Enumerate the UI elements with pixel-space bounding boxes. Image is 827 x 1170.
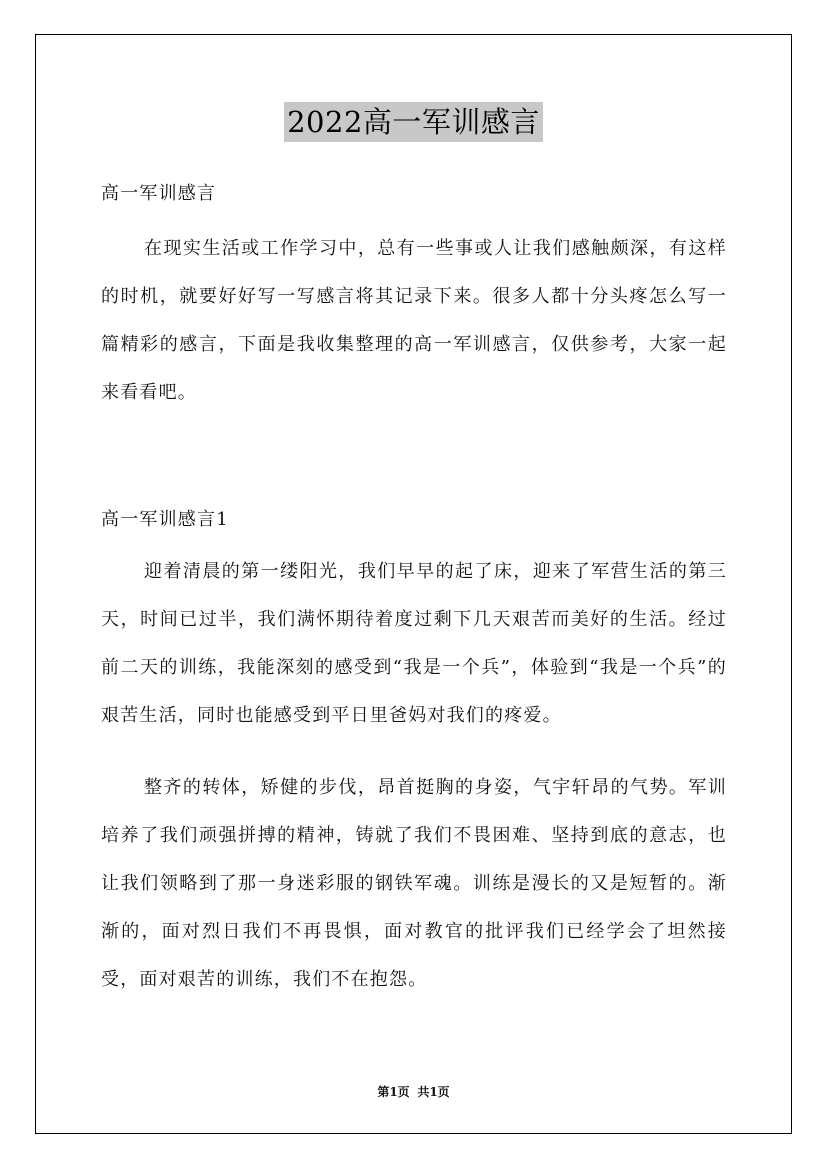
page-number: 第1页 <box>377 1085 410 1099</box>
document-title: 2022高一军训感言 <box>284 102 543 142</box>
intro-paragraph: 在现实生活或工作学习中，总有一些事或人让我们感触颇深，有这样的时机，就要好好写一写感言将其记录下来。很多人都十分头疼怎么写一篇精彩的感言，下面是我收集整理的高一军训感言，仅供参考，大家一起来看看吧。 <box>101 238 727 403</box>
page-total: 共1页 <box>417 1085 450 1099</box>
section-heading: 高一军训感言1 <box>101 509 229 530</box>
body-paragraph-1: 迎着清晨的第一缕阳光，我们早早的起了床，迎来了军营生活的第三天，时间已过半，我们满怀期待着度过剩下几天艰苦而美好的生活。经过前二天的训练，我能深刻的感受到“我是一个兵”，体验到“我是一个兵”的艰苦生活，同时也能感受到平日里爸妈对我们的疼爱。 <box>101 561 727 726</box>
subtitle: 高一军训感言 <box>101 183 217 204</box>
title-container <box>0 102 827 142</box>
body-paragraph-2: 整齐的转体，矫健的步伐，昂首挺胸的身姿，气宇轩昂的气势。军训培养了我们顽强拼搏的精神，铸就了我们不畏困难、坚持到底的意志，也让我们领略到了那一身迷彩服的钢铁军魂。训练是漫长的又是短暂的。渐渐的，面对烈日我们不再畏惧，面对教官的批评我们已经学会了坦然接受，面对艰苦的训练，我们不在抱怨。 <box>101 777 727 990</box>
page-footer <box>0 1084 827 1100</box>
